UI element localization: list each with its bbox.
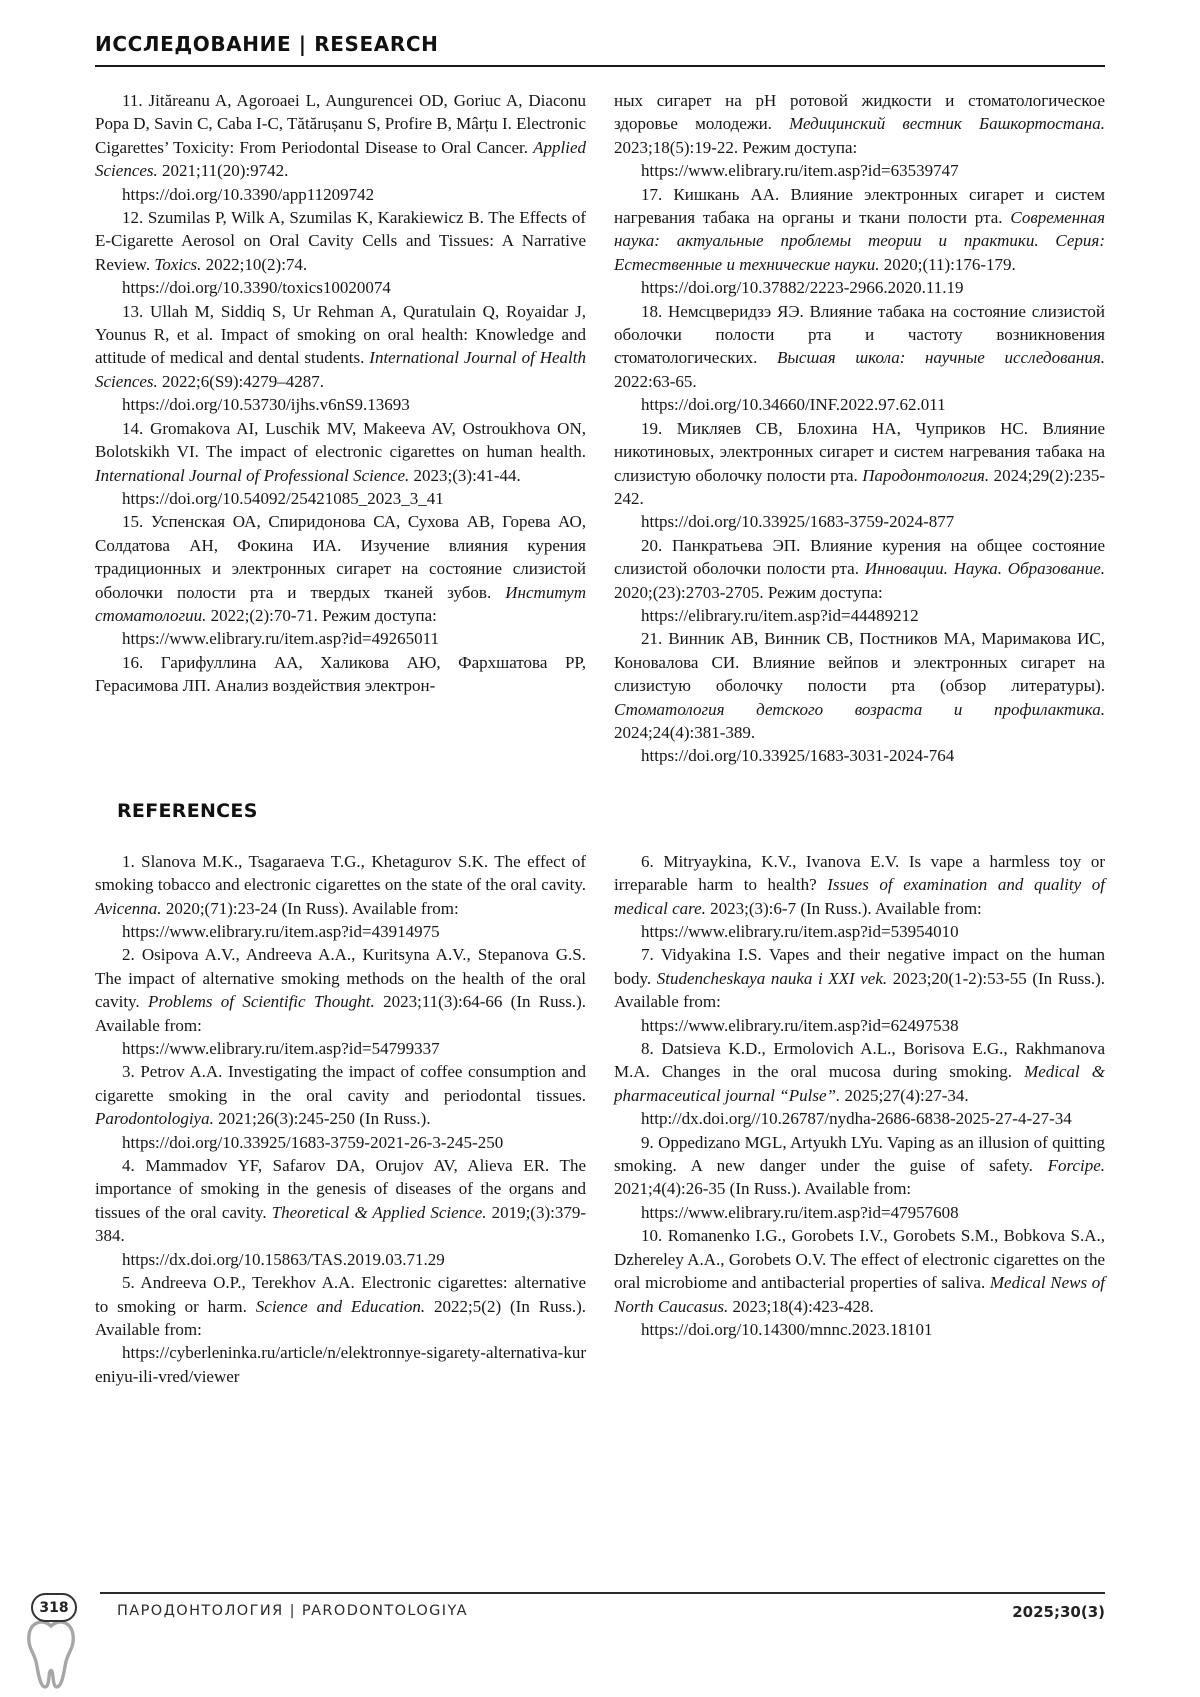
issue-info: 2025;30(3) [1012, 1603, 1105, 1621]
reference-paragraph: 4. Mammadov YF, Safarov DA, Orujov AV, Alieva ER. The importance of smoking in the genesis of diseases of the organs and tissues of the oral cavity. Theoretical & Applied Science. 2019;(3):379-384. [95, 1156, 586, 1246]
header-divider [95, 65, 1105, 67]
footer-divider [100, 1592, 1105, 1594]
references-russian-section [95, 89, 1105, 768]
reference-paragraph: 5. Andreeva O.P., Terekhov A.A. Electronic cigarettes: alternative to smoking or harm. Science and Education. 2022;5(2) (In Russ.). Available from: [95, 1273, 586, 1339]
reference-url[interactable]: https://doi.org/10.54092/25421085_2023_3_41 [122, 488, 444, 508]
reference-url[interactable]: https://www.elibrary.ru/item.asp?id=43914975 [122, 922, 440, 941]
reference-paragraph: 17. Кишкань АА. Влияние электронных сигарет и систем нагревания табака на органы и ткани полости рта. Современная наука: актуальные проблемы теории и практики. Серия: Естественные и технические науки. 2020;(11):176-179. [614, 184, 1105, 274]
reference-paragraph: 11. Jităreanu A, Agoroaei L, Aungurencei OD, Goriuc A, Diaconu Popa D, Savin C, Caba I-C, Tătărușanu S, Profire B, Mârțu I. Electronic Cigarettes’ Toxicity: From Periodontal Disease to Oral Cancer. Applied Sciences. 2021;11(20):9742. [95, 91, 586, 181]
reference-url[interactable]: https://doi.org/10.14300/mnnc.2023.18101 [641, 1319, 933, 1339]
reference-paragraph: 15. Успенская ОА, Спиридонова СА, Сухова АВ, Горева АО, Солдатова АН, Фокина ИА. Изучение влияния курения традиционных и электронных сигарет на состояние слизистой оболочки полости рта и твердых тканей зубов. Институт стоматологии. 2022;(2):70-71. Режим доступа: [95, 512, 586, 625]
reference-paragraph: 20. Панкратьева ЭП. Влияние курения на общее состояние слизистой оболочки полости рта. Инновации. Наука. Образование. 2020;(23):2703-2705. Режим доступа: [614, 535, 1105, 602]
reference-url[interactable]: https://doi.org/10.34660/INF.2022.97.62.011 [641, 395, 946, 415]
reference-paragraph: 1. Slanova M.K., Tsagaraeva T.G., Khetagurov S.K. The effect of smoking tobacco and electronic cigarettes on the state of the oral cavity. Avicenna. 2020;(71):23-24 (In Russ). Available from: [95, 851, 586, 918]
reference-url[interactable]: https://www.elibrary.ru/item.asp?id=49265011 [122, 629, 439, 649]
reference-paragraph: 2. Osipova A.V., Andreeva A.A., Kuritsyna A.V., Stepanova G.S. The impact of alternative smoking methods on the health of the oral cavity. Problems of Scientific Thought. 2023;11(3):64-66 (In Russ.). Available from: [95, 945, 587, 1035]
reference-paragraph: 8. Datsieva K.D., Ermolovich A.L., Borisova E.G., Rakhmanova M.A. Changes in the oral mucosa during smoking. Medical & pharmaceutical journal “Pulse”. 2025;27(4):27-34. [614, 1039, 1105, 1105]
reference-paragraph: 13. Ullah M, Siddiq S, Ur Rehman A, Quratulain Q, Royaidar J, Younus R, et al. Impact of smoking on oral health: Knowledge and attitude of medical and dental students. International Journal of Health Sciences. 2022;6(S9):4279–4287. [95, 301, 587, 391]
reference-paragraph: 18. Немсцверидзэ ЯЭ. Влияние табака на состояние слизистой оболочки полости рта и частоту возникновения стоматологических. Высшая школа: научные исследования. 2022:63-65. [614, 301, 1105, 391]
reference-paragraph: 21. Винник АВ, Винник СВ, Постников МА, Маримакова ИС, Коновалова СИ. Влияние вейпов и электронных сигарет на слизистую оболочку полости рта (обзор литературы). Стоматология детского возраста и профилактика. 2024;24(4):381-389. [614, 629, 1105, 742]
references-column-top-right [614, 89, 1105, 768]
journal-name: ПАРОДОНТОЛОГИЯ | PARODONTOLOGIYA [117, 1603, 468, 1619]
reference-paragraph: 12. Szumilas P, Wilk A, Szumilas K, Karakiewicz B. The Effects of E-Cigarette Aerosol on Oral Cavity Cells and Tissues: A Narrative Review. Toxics. 2022;10(2):74. [95, 208, 586, 274]
references-column-bottom-right [614, 850, 1105, 1388]
reference-url[interactable]: https://doi.org/10.3390/toxics10020074 [122, 278, 391, 298]
reference-url[interactable]: https://www.elibrary.ru/item.asp?id=63539747 [641, 161, 959, 181]
reference-paragraph: 14. Gromakova AI, Luschik MV, Makeeva AV, Ostroukhova ON, Bolotskikh VI. The impact of electronic cigarettes on human health. International Journal of Professional Science. 2023;(3):41-44. [95, 418, 586, 485]
reference-paragraph: ных сигарет на pH ротовой жидкости и стоматологическое здоровье молодежи. Медицинский вестник Башкортостана. 2023;18(5):19-22. Режим доступа: [614, 91, 1105, 157]
references-column-bottom-left [95, 850, 586, 1388]
references-content [95, 89, 1105, 1388]
references-heading: REFERENCES [117, 799, 258, 822]
references-column-top-left [95, 89, 586, 768]
reference-paragraph: 7. Vidyakina I.S. Vapes and their negative impact on the human body. Studencheskaya nauka i XXI vek. 2023;20(1-2):53-55 (In Russ.). Available from: [614, 945, 1105, 1012]
reference-paragraph: 9. Oppedizano MGL, Artyukh LYu. Vaping as an illusion of quitting smoking. A new danger under the guise of safety. Forcipe. 2021;4(4):26-35 (In Russ.). Available from: [614, 1132, 1105, 1199]
page-header [95, 32, 1105, 67]
reference-url[interactable]: https://elibrary.ru/item.asp?id=44489212 [641, 605, 919, 625]
references-english-section [95, 850, 1105, 1388]
reference-paragraph: 16. Гарифуллина АА, Халикова АЮ, Фархшатова РР, Герасимова ЛП. Анализ воздействия электрон- [95, 652, 586, 696]
reference-paragraph: 19. Микляев СВ, Блохина НА, Чуприков НС. Влияние никотиновых, электронных сигарет и систем нагревания табака на слизистую оболочку полости рта. Пародонтология. 2024;29(2):235-242. [614, 418, 1105, 508]
reference-url[interactable]: https://doi.org/10.33925/1683-3759-2024-877 [641, 512, 955, 532]
reference-url[interactable]: https://www.elibrary.ru/item.asp?id=53954010 [641, 922, 959, 941]
reference-url[interactable]: http://dx.doi.org//10.26787/nydha-2686-6838-2025-27-4-27-34 [641, 1109, 1072, 1129]
reference-url[interactable]: https://doi.org/10.37882/2223-2966.2020.11.19 [641, 278, 964, 298]
reference-url[interactable]: https://doi.org/10.3390/app11209742 [122, 184, 375, 204]
reference-paragraph: 6. Mitryaykina, K.V., Ivanova E.V. Is vape a harmless toy or irreparable harm to health? Issues of examination and quality of medical care. 2023;(3):6-7 (In Russ.). Available from: [614, 851, 1105, 918]
reference-paragraph: 10. Romanenko I.G., Gorobets I.V., Gorobets S.M., Bobkova S.A., Dzhereley A.A., Gorobets O.V. The effect of electronic cigarettes on the oral microbiome and antibacterial properties of saliva. Medical News of North Caucasus. 2023;18(4):423-428. [614, 1226, 1105, 1316]
reference-url[interactable]: https://www.elibrary.ru/item.asp?id=62497538 [641, 1015, 959, 1035]
reference-url[interactable]: https://dx.doi.org/10.15863/TAS.2019.03.71.29 [122, 1249, 445, 1269]
section-title: ИССЛЕДОВАНИЕ | RESEARCH [95, 32, 439, 56]
reference-url[interactable]: https://www.elibrary.ru/item.asp?id=54799337 [122, 1039, 440, 1059]
page-footer [0, 1577, 1200, 1697]
page-number-badge: 318 [31, 1593, 77, 1622]
reference-paragraph: 3. Petrov A.A. Investigating the impact of coffee consumption and cigarette smoking in the oral cavity and periodontal tissues. Parodontologiya. 2021;26(3):245-250 (In Russ.). [95, 1062, 586, 1129]
reference-url[interactable]: https://doi.org/10.33925/1683-3759-2021-26-3-245-250 [122, 1132, 504, 1152]
reference-url[interactable]: https://cyberleninka.ru/article/n/elektronnye-sigarety-alternativa-kureniyu-ili-vred/viewer [95, 1343, 587, 1386]
reference-url[interactable]: https://doi.org/10.53730/ijhs.v6nS9.13693 [122, 395, 410, 415]
reference-url[interactable]: https://doi.org/10.33925/1683-3031-2024-764 [641, 746, 955, 766]
tooth-logo-icon [22, 1617, 80, 1695]
reference-url[interactable]: https://www.elibrary.ru/item.asp?id=47957608 [641, 1202, 959, 1222]
